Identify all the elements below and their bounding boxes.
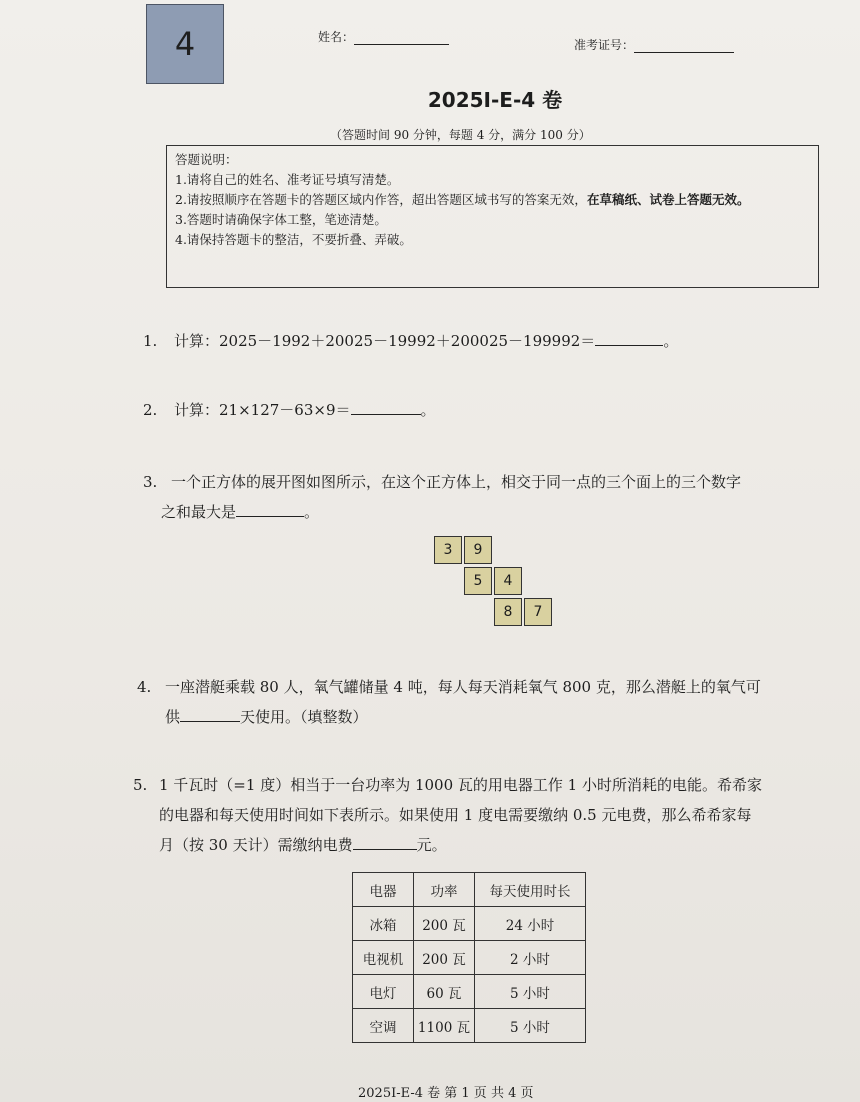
name-label: 姓名： xyxy=(318,30,355,44)
instruction-item-2-bold: 在草稿纸、试卷上答题无效。 xyxy=(586,192,750,207)
instruction-item-1: 1.请将自己的姓名、准考证号填写清楚。 xyxy=(175,172,400,187)
table-row xyxy=(353,1009,586,1043)
question-line-2-start: 供 xyxy=(165,708,181,726)
question-line-2-end: 天使用。（填整数） xyxy=(240,708,368,726)
question-1 xyxy=(143,326,843,356)
answer-blank xyxy=(180,703,240,722)
table-cell: 冰箱 xyxy=(353,907,414,941)
question-number: 3. xyxy=(143,473,158,491)
net-cell: 7 xyxy=(524,598,552,626)
question-line-3-start: 月（按 30 天计）需缴纳电费 xyxy=(159,836,353,854)
answer-blank xyxy=(236,498,304,517)
table-cell: 60 瓦 xyxy=(414,975,475,1009)
table-cell: 1100 瓦 xyxy=(414,1009,475,1043)
question-line-2 xyxy=(165,702,847,732)
net-cell: 4 xyxy=(494,567,522,595)
question-line-1: 一座潜艇乘载 80 人，氧气罐储量 4 吨，每人每天消耗氧气 800 克，那么潜艇上的氧气可 xyxy=(165,678,761,696)
question-2 xyxy=(143,395,843,425)
question-number: 4. xyxy=(137,678,152,696)
question-text: 计算：2025－1992＋20025－19992＋200025－199992＝ xyxy=(174,332,596,350)
question-5 xyxy=(133,770,848,860)
table-cell: 200 瓦 xyxy=(414,941,475,975)
table-cell: 电视机 xyxy=(353,941,414,975)
cube-net-figure xyxy=(434,536,564,636)
question-4 xyxy=(137,672,847,732)
table-cell: 24 小时 xyxy=(475,907,586,941)
table-cell: 5 小时 xyxy=(475,1009,586,1043)
instruction-item-2 xyxy=(175,190,810,210)
table-header: 每天使用时长 xyxy=(475,873,586,907)
instructions-heading: 答题说明： xyxy=(175,152,238,167)
table-cell: 空调 xyxy=(353,1009,414,1043)
appliance-table xyxy=(352,872,586,1043)
table-cell: 2 小时 xyxy=(475,941,586,975)
question-line-1: 1 千瓦时（=1 度）相当于一台功率为 1000 瓦的用电器工作 1 小时所消耗的电能。希希家 xyxy=(159,776,762,794)
table-row xyxy=(353,975,586,1009)
table-cell: 电灯 xyxy=(353,975,414,1009)
question-line-1: 一个正方体的展开图如图所示，在这个正方体上，相交于同一点的三个面上的三个数字 xyxy=(171,473,742,491)
page-subtitle: （答题时间 90 分钟，每题 4 分，满分 100 分） xyxy=(330,128,591,142)
question-end: 。 xyxy=(663,332,679,350)
question-line-3-end: 元。 xyxy=(416,836,447,854)
page-title: 2025I-E-4 卷 xyxy=(427,88,563,112)
table-header: 电器 xyxy=(353,873,414,907)
answer-blank xyxy=(595,327,663,346)
question-end: 。 xyxy=(304,503,320,521)
instruction-item-4: 4.请保持答题卡的整洁，不要折叠、弄破。 xyxy=(175,232,412,247)
question-text: 计算：21×127－63×9＝ xyxy=(174,401,351,419)
instruction-item-3: 3.答题时请确保字体工整，笔迹清楚。 xyxy=(175,212,387,227)
question-number: 2. xyxy=(143,401,158,419)
table-row xyxy=(353,907,586,941)
table-header-row xyxy=(353,873,586,907)
exam-id-field xyxy=(574,36,734,53)
net-cell: 3 xyxy=(434,536,462,564)
name-field xyxy=(318,28,449,45)
exam-id-blank xyxy=(634,52,734,53)
net-cell: 8 xyxy=(494,598,522,626)
question-line-2-text: 之和最大是 xyxy=(161,503,237,521)
paper-number-box: 4 xyxy=(146,4,224,84)
question-end: 。 xyxy=(420,401,436,419)
question-line-2: 的电器和每天使用时间如下表所示。如果使用 1 度电需要缴纳 0.5 元电费，那么希希家每 xyxy=(159,806,752,824)
net-cell: 9 xyxy=(464,536,492,564)
question-line-3 xyxy=(159,830,848,860)
instruction-item-2-text: 2.请按照顺序在答题卡的答题区域内作答，超出答题区域书写的答案无效， xyxy=(175,192,587,207)
net-cell: 5 xyxy=(464,567,492,595)
question-number: 5. xyxy=(133,776,148,794)
table-row xyxy=(353,941,586,975)
table-cell: 5 小时 xyxy=(475,975,586,1009)
exam-id-label: 准考证号： xyxy=(574,38,635,52)
table-header: 功率 xyxy=(414,873,475,907)
answer-blank xyxy=(351,396,421,415)
question-3 xyxy=(143,467,848,527)
page-footer: 2025I-E-4 卷 第 1 页 共 4 页 xyxy=(358,1086,534,1101)
question-number: 1. xyxy=(143,332,158,350)
instructions-box xyxy=(166,145,819,288)
name-blank xyxy=(354,44,449,45)
table-cell: 200 瓦 xyxy=(414,907,475,941)
answer-blank xyxy=(353,831,417,850)
question-line-2 xyxy=(161,497,848,527)
